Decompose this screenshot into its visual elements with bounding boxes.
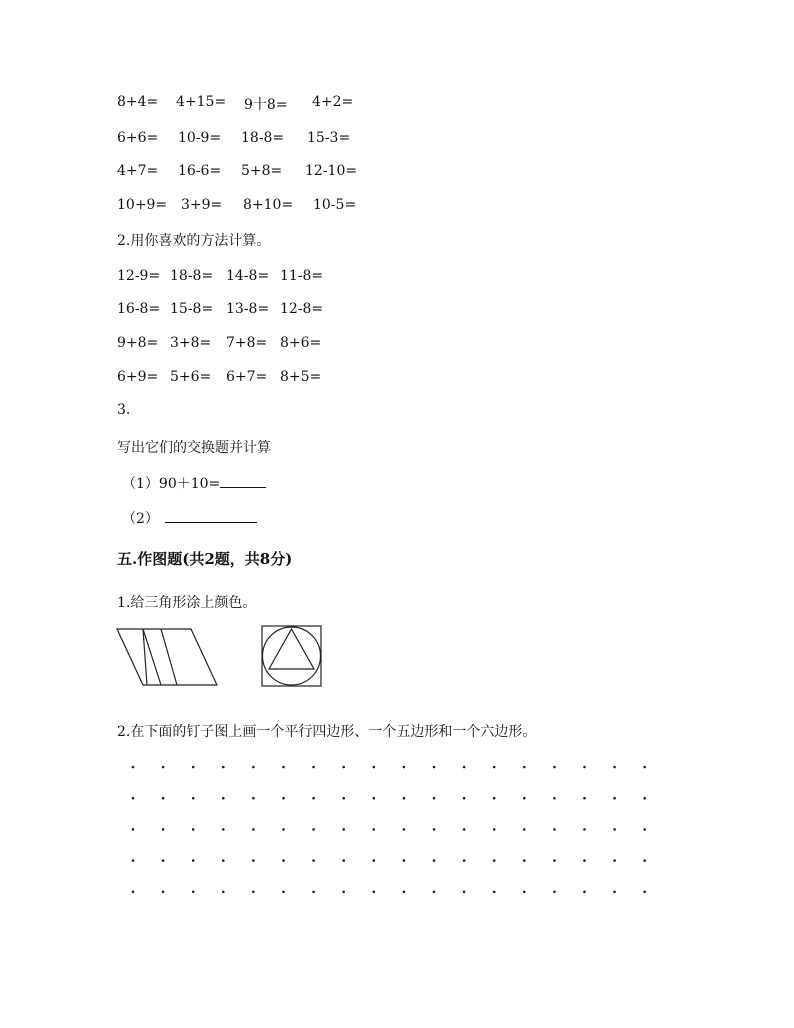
section-5-question-2: 2.在下面的钉子图上画一个平行四边形、一个五边形和一个六边形。 xyxy=(117,724,537,740)
nail-dot[interactable] xyxy=(403,859,406,862)
nail-dot[interactable] xyxy=(252,797,255,800)
nail-dot[interactable] xyxy=(553,766,556,769)
nail-dot[interactable] xyxy=(132,766,135,769)
arith-item: 12-8= xyxy=(280,301,324,317)
nail-dot[interactable] xyxy=(192,766,195,769)
section-5-question-1: 1.给三角形涂上颜色。 xyxy=(117,595,257,611)
arith-item: 6+9= xyxy=(117,369,159,385)
nail-dot[interactable] xyxy=(493,859,496,862)
arith-item: 5+8= xyxy=(241,163,283,179)
nail-dot[interactable] xyxy=(132,891,135,894)
nail-dot[interactable] xyxy=(613,859,616,862)
nail-dot[interactable] xyxy=(403,797,406,800)
nail-dot[interactable] xyxy=(252,766,255,769)
nail-dot[interactable] xyxy=(493,891,496,894)
nail-dot[interactable] xyxy=(403,828,406,831)
nail-dot[interactable] xyxy=(613,766,616,769)
arith-item: 3+9= xyxy=(181,197,223,213)
nail-dot[interactable] xyxy=(373,797,376,800)
nail-dot[interactable] xyxy=(643,859,646,862)
nail-dot[interactable] xyxy=(312,859,315,862)
nail-dot[interactable] xyxy=(222,797,225,800)
nail-dot[interactable] xyxy=(463,891,466,894)
nail-dot[interactable] xyxy=(342,828,345,831)
divider-line xyxy=(143,629,147,685)
nail-dot[interactable] xyxy=(312,891,315,894)
question-3-number: 3. xyxy=(117,402,131,418)
nail-dot[interactable] xyxy=(192,859,195,862)
arith-item: 8+4= xyxy=(117,94,159,110)
nail-dot[interactable] xyxy=(162,797,165,800)
arith-item: 6+7= xyxy=(226,369,268,385)
nail-dot[interactable] xyxy=(342,891,345,894)
nail-dot[interactable] xyxy=(553,828,556,831)
nail-dot[interactable] xyxy=(282,828,285,831)
nail-dot[interactable] xyxy=(493,828,496,831)
nail-dot[interactable] xyxy=(373,766,376,769)
question-3-title: 写出它们的交换题并计算 xyxy=(117,440,271,456)
nail-dot[interactable] xyxy=(282,766,285,769)
nail-dot[interactable] xyxy=(553,797,556,800)
arith-item: 9+8= xyxy=(117,335,159,351)
item-1-text: （1）90＋10= xyxy=(122,476,221,492)
nail-dot[interactable] xyxy=(373,891,376,894)
nail-dot[interactable] xyxy=(342,797,345,800)
nail-dot[interactable] xyxy=(433,797,436,800)
nail-dot[interactable] xyxy=(342,859,345,862)
nail-dot[interactable] xyxy=(403,891,406,894)
nail-dot[interactable] xyxy=(282,891,285,894)
arith-item: 8+6= xyxy=(280,335,322,351)
nail-dot[interactable] xyxy=(613,828,616,831)
nail-dot[interactable] xyxy=(312,766,315,769)
divider-line xyxy=(143,629,161,685)
nail-dot[interactable] xyxy=(162,891,165,894)
nail-dot[interactable] xyxy=(132,797,135,800)
arith-item: 10+9= xyxy=(117,197,168,213)
arith-item: 16-6= xyxy=(178,163,222,179)
nail-dot[interactable] xyxy=(643,828,646,831)
nail-dot[interactable] xyxy=(583,859,586,862)
nail-dot[interactable] xyxy=(192,828,195,831)
nail-dot[interactable] xyxy=(553,859,556,862)
nail-dot[interactable] xyxy=(252,828,255,831)
nail-dot[interactable] xyxy=(222,891,225,894)
nail-dot[interactable] xyxy=(493,766,496,769)
nail-dot[interactable] xyxy=(583,891,586,894)
nail-dot[interactable] xyxy=(583,797,586,800)
arith-item: 4+7= xyxy=(117,163,159,179)
item-2-text: （2） xyxy=(122,511,159,527)
nail-dot[interactable] xyxy=(373,859,376,862)
nail-dot[interactable] xyxy=(613,797,616,800)
question-3-item-2 xyxy=(122,508,257,528)
nail-dot[interactable] xyxy=(252,891,255,894)
nail-dot[interactable] xyxy=(463,797,466,800)
nail-dot[interactable] xyxy=(433,766,436,769)
arith-item: 4+15= xyxy=(176,94,227,110)
nail-dot[interactable] xyxy=(162,828,165,831)
divider-line xyxy=(161,629,177,685)
arith-item: 14-8= xyxy=(226,268,270,284)
nail-board[interactable] xyxy=(125,760,665,900)
square-circle-triangle-figure[interactable] xyxy=(260,624,324,688)
arith-item: 18-8= xyxy=(241,130,285,146)
nail-dot[interactable] xyxy=(523,828,526,831)
arith-item: 4+2= xyxy=(312,94,354,110)
triangle-outline xyxy=(269,629,314,669)
nail-dot[interactable] xyxy=(162,766,165,769)
arith-item: 13-8= xyxy=(226,301,270,317)
nail-dot[interactable] xyxy=(643,891,646,894)
parallelogram-outline xyxy=(117,629,217,685)
arith-item: 3+8= xyxy=(170,335,212,351)
nail-dot[interactable] xyxy=(463,828,466,831)
nail-dot[interactable] xyxy=(282,797,285,800)
arith-item: 15-3= xyxy=(307,130,351,146)
nail-dot[interactable] xyxy=(162,859,165,862)
nail-dot[interactable] xyxy=(433,828,436,831)
arith-item: 15-8= xyxy=(170,301,214,317)
nail-dot[interactable] xyxy=(373,828,376,831)
nail-dot[interactable] xyxy=(643,766,646,769)
nail-dot[interactable] xyxy=(583,828,586,831)
nail-dot[interactable] xyxy=(222,766,225,769)
arith-item: 12-9= xyxy=(117,268,161,284)
nail-dot[interactable] xyxy=(433,891,436,894)
nail-dot[interactable] xyxy=(613,891,616,894)
nail-dot[interactable] xyxy=(192,891,195,894)
answer-blank-2[interactable] xyxy=(165,508,257,523)
nail-dot[interactable] xyxy=(342,766,345,769)
nail-dot[interactable] xyxy=(463,766,466,769)
nail-dot[interactable] xyxy=(553,891,556,894)
nail-dot[interactable] xyxy=(132,828,135,831)
section-5-title: 五.作图题(共2题，共8分) xyxy=(117,550,293,568)
nail-dot[interactable] xyxy=(312,797,315,800)
nail-dot[interactable] xyxy=(403,766,406,769)
circle-outline xyxy=(263,627,321,685)
nail-dot[interactable] xyxy=(252,859,255,862)
arith-item: 8+10= xyxy=(243,197,294,213)
arith-item: 11-8= xyxy=(280,268,324,284)
arith-item: 6+6= xyxy=(117,130,159,146)
nail-dot[interactable] xyxy=(493,797,496,800)
nail-dot[interactable] xyxy=(192,797,195,800)
nail-dot[interactable] xyxy=(523,891,526,894)
arith-item: 16-8= xyxy=(117,301,161,317)
arith-item: 12-10= xyxy=(305,163,358,179)
nail-dot[interactable] xyxy=(312,828,315,831)
parallelogram-figure[interactable] xyxy=(115,627,225,689)
arith-item: 9十8= xyxy=(244,97,288,113)
answer-blank-1[interactable] xyxy=(220,473,266,488)
nail-dot[interactable] xyxy=(222,859,225,862)
nail-dot[interactable] xyxy=(463,859,466,862)
nail-dot[interactable] xyxy=(433,859,436,862)
nail-dot[interactable] xyxy=(132,859,135,862)
arith-item: 5+6= xyxy=(170,369,212,385)
arith-item: 10-5= xyxy=(313,197,357,213)
nail-dot[interactable] xyxy=(523,859,526,862)
arith-item: 10-9= xyxy=(178,130,222,146)
nail-dot[interactable] xyxy=(583,766,586,769)
arith-item: 8+5= xyxy=(280,369,322,385)
nail-dot[interactable] xyxy=(523,766,526,769)
nail-dot[interactable] xyxy=(643,797,646,800)
question-3-item-1 xyxy=(122,473,266,493)
arith-item: 7+8= xyxy=(226,335,268,351)
nail-dot[interactable] xyxy=(282,859,285,862)
question-2-title: 2.用你喜欢的方法计算。 xyxy=(117,233,271,249)
nail-dot[interactable] xyxy=(222,828,225,831)
arith-item: 18-8= xyxy=(170,268,214,284)
nail-dot[interactable] xyxy=(523,797,526,800)
